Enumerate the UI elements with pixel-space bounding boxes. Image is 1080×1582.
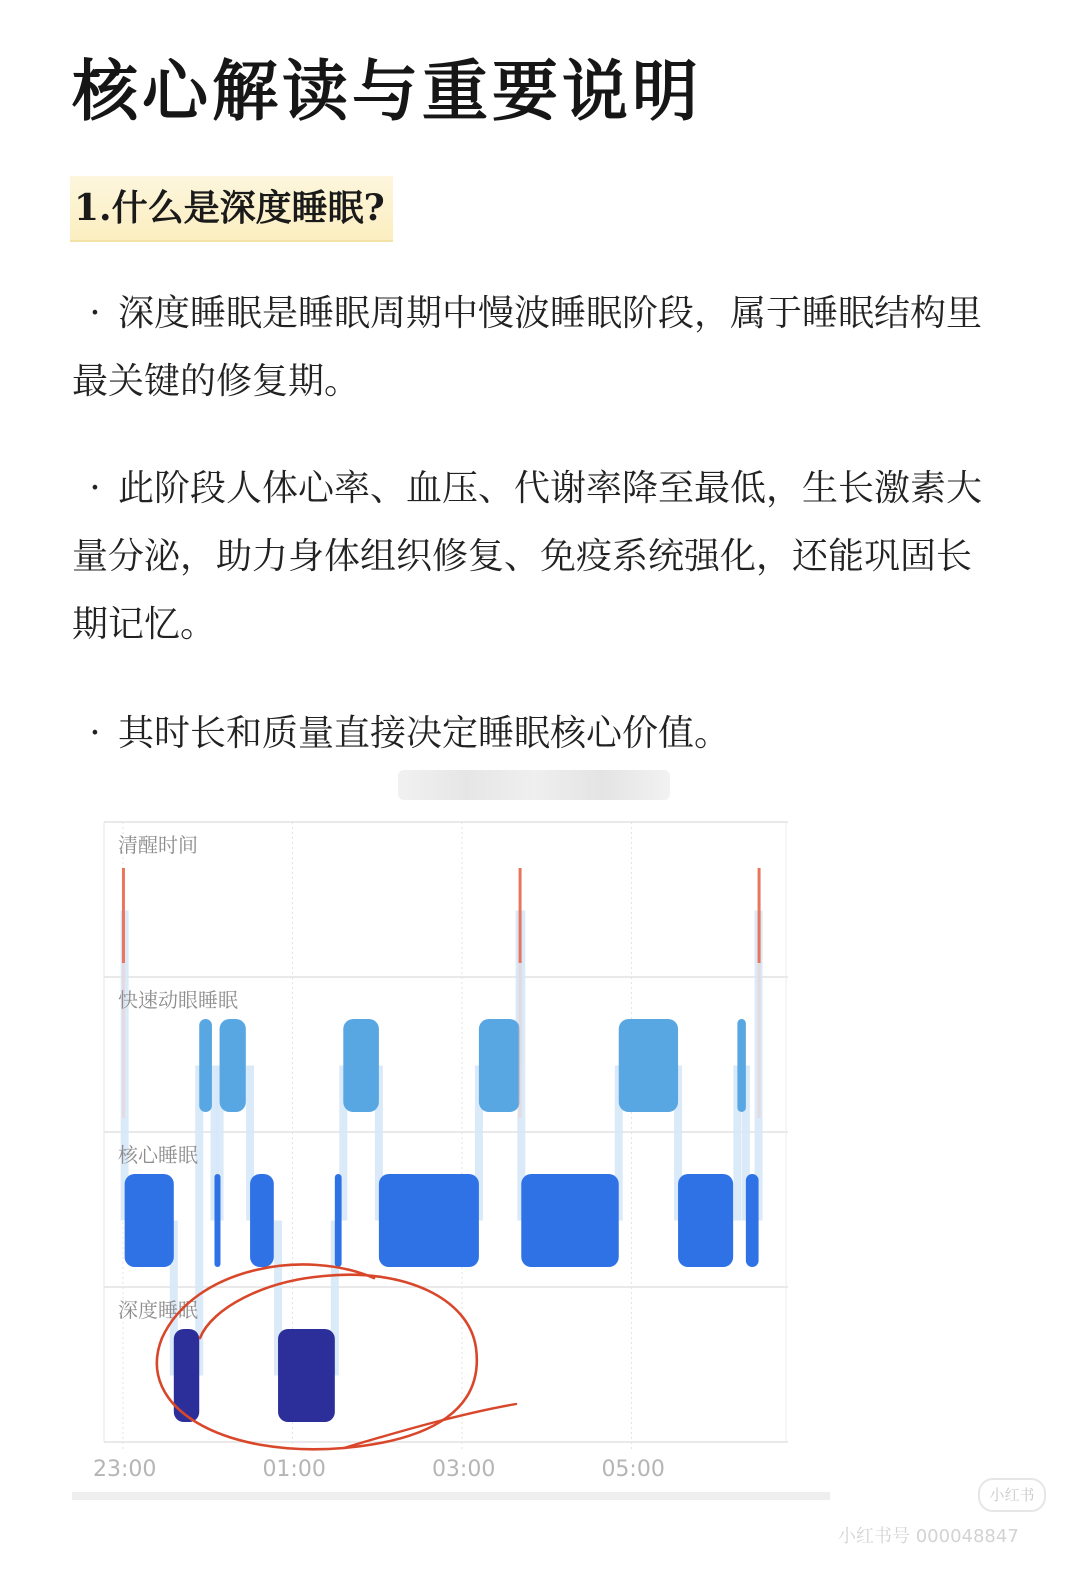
segment-rem	[479, 1019, 520, 1112]
segment-awake-tail	[519, 963, 522, 1118]
paragraph-1	[72, 280, 1002, 416]
segment-awake-tail	[758, 963, 761, 1118]
paragraph-3-text: 其时长和质量直接决定睡眠核心价值。	[118, 713, 731, 754]
tick-label: 05:00	[601, 1457, 665, 1482]
lane-label-deep: 深度睡眠	[118, 1298, 198, 1322]
section-heading: 1.什么是深度睡眠?	[70, 176, 393, 242]
divider	[72, 1492, 830, 1500]
segment-rem	[220, 1019, 246, 1112]
segment-awake	[758, 868, 761, 963]
segment-rem	[343, 1019, 379, 1112]
blurred-overlay	[398, 770, 670, 800]
segment-core	[125, 1174, 174, 1267]
watermark-id: 小红书号 000048847	[838, 1526, 1019, 1547]
segment-rem	[737, 1019, 745, 1112]
bullet-dot: ·	[89, 713, 101, 754]
segment-rem	[199, 1019, 212, 1112]
page-title: 核心解读与重要说明	[72, 52, 702, 130]
bullet-dot: ·	[89, 468, 101, 509]
bullet-dot: ·	[89, 293, 101, 334]
segment-awake	[122, 868, 125, 963]
lane-label-awake: 清醒时间	[118, 833, 198, 857]
lane-label-core: 核心睡眠	[118, 1143, 198, 1167]
tick-label: 01:00	[262, 1457, 326, 1482]
segment-deep	[278, 1329, 335, 1422]
segment-awake	[519, 868, 522, 963]
time-ticks	[93, 1457, 665, 1482]
tick-label: 03:00	[431, 1457, 496, 1482]
paragraph-1-text: 深度睡眠是睡眠周期中慢波睡眠阶段，属于睡眠结构里最关键的修复期。	[72, 293, 983, 402]
paragraph-3	[72, 700, 1002, 768]
segment-core	[678, 1174, 733, 1267]
stage-transition	[195, 1066, 203, 1376]
sleep-stage-chart	[92, 818, 788, 1482]
watermark-badge: 小红书	[978, 1478, 1046, 1512]
segment-rem	[619, 1019, 678, 1112]
lane-label-rem: 快速动眼睡眠	[118, 988, 238, 1012]
segment-core	[521, 1174, 618, 1267]
segment-awake-tail	[122, 963, 125, 1118]
paragraph-2	[72, 455, 1002, 659]
segment-core	[379, 1174, 479, 1267]
paragraph-2-text: 此阶段人体心率、血压、代谢率降至最低，生长激素大量分泌，助力身体组织修复、免疫系统强化，还能巩固长期记忆。	[72, 468, 983, 645]
segment-core	[746, 1174, 759, 1267]
tick-label: 23:00	[92, 1457, 157, 1482]
segment-core	[250, 1174, 274, 1267]
sleep-chart-svg	[92, 818, 788, 1482]
segment-core	[335, 1174, 342, 1267]
chart-grid	[104, 822, 788, 1452]
segment-core	[214, 1174, 220, 1267]
stage-connectors	[121, 911, 763, 1376]
